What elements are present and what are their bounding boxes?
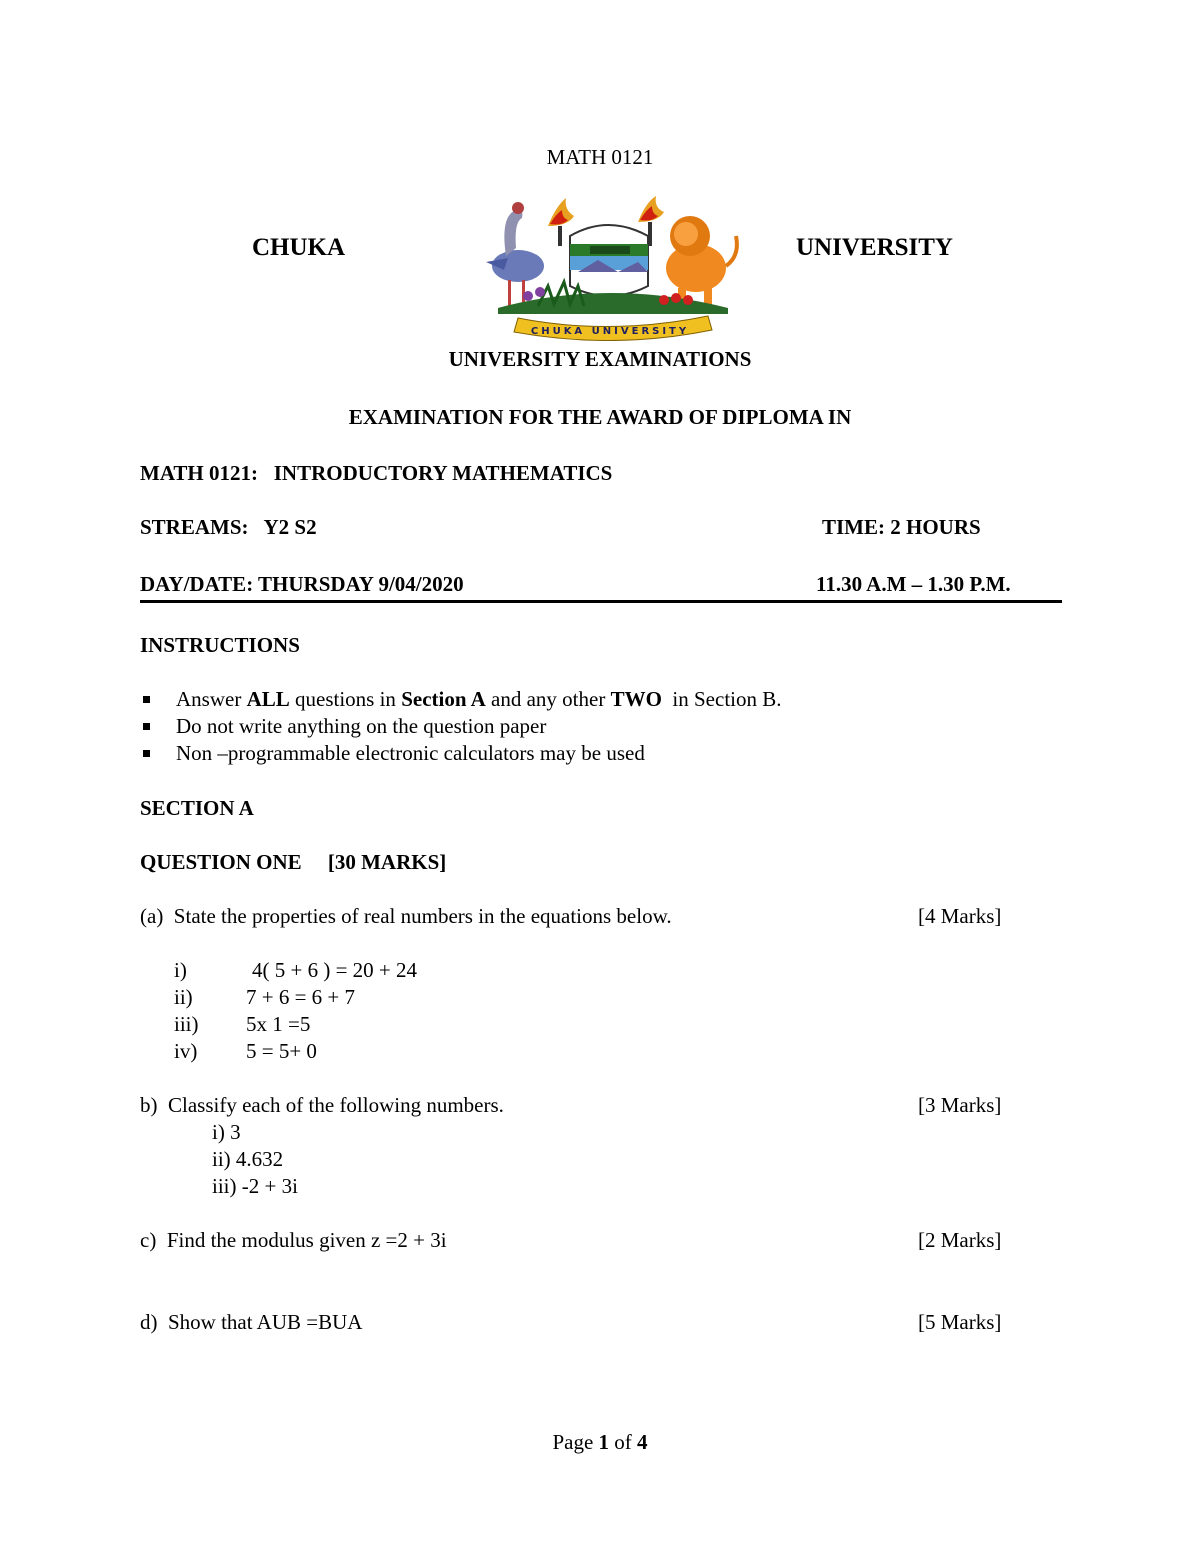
question-a-item-expr: 4( 5 + 6 ) = 20 + 24 xyxy=(252,958,418,982)
bullet-icon xyxy=(143,723,150,730)
question-c-marks: [2 Marks] xyxy=(918,1228,1002,1252)
question-a-marks: [4 Marks] xyxy=(918,904,1002,928)
instruction-item-1: Answer ALL questions in Section A and any other TWO in Section B. xyxy=(176,687,782,711)
question-b-item: i) 3 xyxy=(212,1120,241,1144)
question-b-item: iii) -2 + 3i xyxy=(212,1174,298,1198)
question-a-text: (a) State the properties of real numbers in the equations below. xyxy=(140,904,672,928)
question-b-text: b) Classify each of the following numbers. xyxy=(140,1093,504,1117)
bullet-icon xyxy=(143,696,150,703)
bullet-icon xyxy=(143,750,150,757)
day-date-line: DAY/DATE: THURSDAY 9/04/2020 xyxy=(140,572,464,596)
question-heading: QUESTION ONE [30 MARKS] xyxy=(140,850,447,874)
question-d-marks: [5 Marks] xyxy=(918,1310,1002,1334)
course-code: MATH 0121 xyxy=(546,145,654,169)
question-b-marks: [3 Marks] xyxy=(918,1093,1002,1117)
question-d-text: d) Show that AUB =BUA xyxy=(140,1310,363,1334)
hours-line: 11.30 A.M – 1.30 P.M. xyxy=(816,572,1011,596)
instruction-item-3: Non –programmable electronic calculators may be used xyxy=(176,741,645,765)
course-line: MATH 0121: INTRODUCTORY MATHEMATICS xyxy=(140,461,613,485)
time-line: TIME: 2 HOURS xyxy=(822,515,981,539)
question-a-item-expr: 5x 1 =5 xyxy=(246,1012,311,1036)
question-a-item-label: iv) xyxy=(174,1039,198,1063)
exam-title: UNIVERSITY EXAMINATIONS xyxy=(448,347,752,371)
crest-ribbon-text: CHUKA UNIVERSITY xyxy=(530,326,690,337)
question-a-item-label: i) xyxy=(174,958,187,982)
university-crest-logo xyxy=(478,196,743,341)
question-b-item: ii) 4.632 xyxy=(212,1147,284,1171)
award-line: EXAMINATION FOR THE AWARD OF DIPLOMA IN xyxy=(348,405,852,429)
question-c-text: c) Find the modulus given z =2 + 3i xyxy=(140,1228,447,1252)
instruction-item-2: Do not write anything on the question paper xyxy=(176,714,547,738)
question-a-item-expr: 7 + 6 = 6 + 7 xyxy=(246,985,356,1009)
header-left-word: CHUKA xyxy=(252,234,346,261)
section-heading: SECTION A xyxy=(140,796,254,820)
question-a-item-expr: 5 = 5+ 0 xyxy=(246,1039,317,1063)
question-a-item-label: ii) xyxy=(174,985,193,1009)
streams-line: STREAMS: Y2 S2 xyxy=(140,515,317,539)
question-a-item-label: iii) xyxy=(174,1012,199,1036)
header-divider xyxy=(140,600,1062,603)
instructions-heading: INSTRUCTIONS xyxy=(140,633,300,657)
header-right-word: UNIVERSITY xyxy=(796,234,953,261)
page-footer: Page 1 of 4 xyxy=(552,1430,648,1454)
